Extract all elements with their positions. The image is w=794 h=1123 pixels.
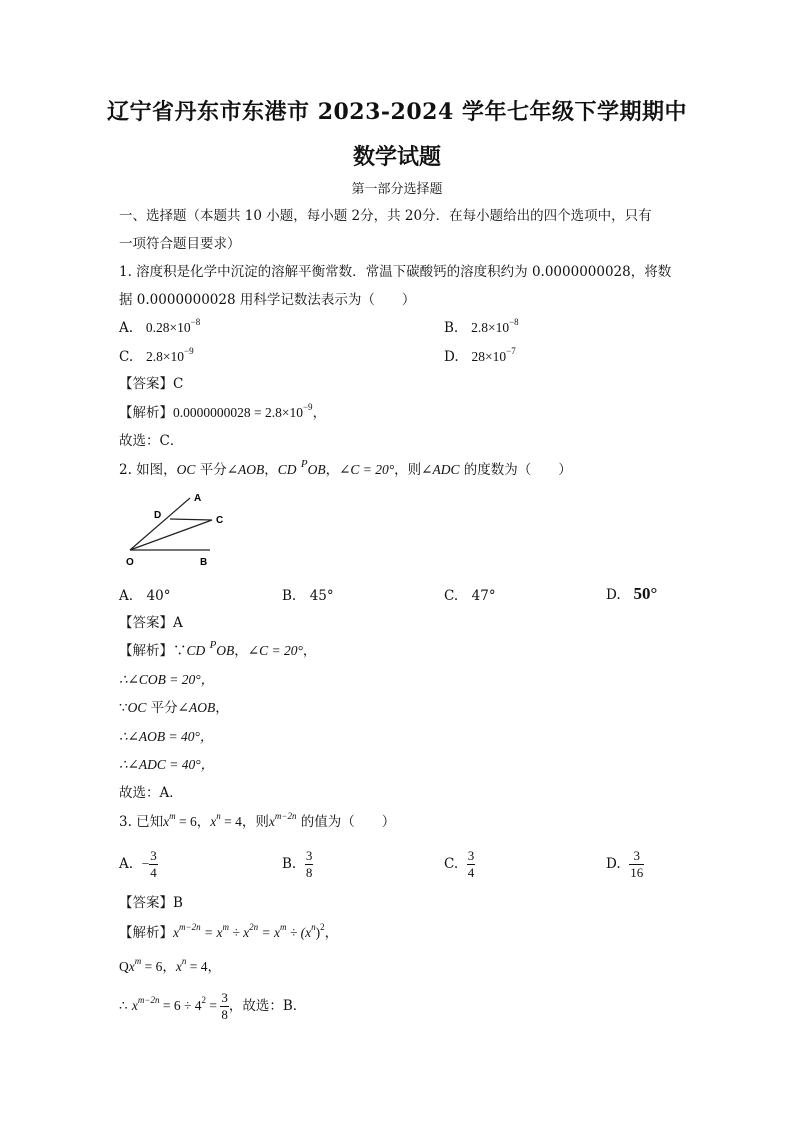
q3-option-c [444,848,475,881]
q1-answer: 【答案】C [119,376,184,392]
option-label: C. [444,856,459,872]
q2-analysis-line-2: ∴∠COB = 20°， [119,672,215,687]
option-exponent: −8 [509,317,519,327]
q1-text-line-1: 1. 溶度积是化学中沉淀的溶解平衡常数．常温下碳酸钙的溶度积约为 0.0000000028，将数 [119,264,672,280]
q1-option-b [444,318,519,338]
q1-text-line-2: 据 0.0000000028 用科学记数法表示为（ ） [119,292,416,308]
q2-analysis-line-1 [119,641,316,661]
denominator: 4 [467,865,475,880]
angle-c: ∠C = 20° [339,462,395,477]
angle-adc: ∠ADC [421,462,460,477]
q2-option-c: C. 47° [444,588,496,604]
option-exponent: −9 [184,346,194,356]
q1-option-c [119,347,194,367]
expr: = x [258,925,280,940]
fraction [629,848,644,881]
punct: ， [302,643,317,659]
exp-m: m [169,811,176,821]
punct: ， [234,643,248,659]
geometry-figure [124,490,234,570]
exponent: m−2n [137,995,160,1005]
q1-conclusion: 故选：C． [119,433,184,449]
q3-option-d [606,848,644,881]
option-label: B. [444,320,459,336]
expr: ÷ x [228,925,250,940]
exp-m-2n: m−2n [274,811,297,821]
segment-ob: OB [307,462,326,477]
var-x: x [163,814,170,829]
q3-option-a [119,848,158,881]
analysis-label: 【解析】 [119,925,173,941]
punct: ， [324,925,339,941]
label-o: O [126,557,134,568]
q3-analysis-line-2 [119,957,221,977]
numerator: 3 [305,848,313,863]
numerator: 3 [221,990,228,1005]
q3-option-b [282,848,313,881]
var-x: x [210,814,217,829]
parallel-symbol: P [209,639,217,651]
expr: = 4， [186,959,221,974]
exponent: n [311,922,316,932]
option-value: 0.28×10 [145,320,191,335]
punct: ， [215,700,229,716]
var-x: x [128,959,135,974]
page-subtitle: 数学试题 [352,144,441,170]
q2-intro: 2. 如图， [119,462,177,478]
exponent: m [222,922,229,932]
q2-analysis-line-5: ∴∠ADC = 40°， [119,757,215,772]
parallel-symbol: P [300,458,308,470]
q2-option-a: A. 40° [119,588,171,604]
expr: = [206,998,221,1013]
label-d: D [154,510,162,521]
option-label: B. [282,856,297,872]
q3-intro: 3. 已知 [119,814,164,830]
q2-analysis-line-4: ∴∠AOB = 40°， [119,729,214,744]
fraction [220,990,229,1023]
angle-c: ∠C = 20° [247,643,303,658]
var-x: x [268,814,275,829]
therefore-symbol: ∴ [119,998,132,1014]
exponent: m [279,922,287,932]
analysis-exponent: −9 [302,402,313,412]
conclusion: ，故选：B． [228,998,307,1014]
part-title: 第一部分选择题 [351,182,443,197]
q3-text [119,812,395,832]
option-value: 2.8×10 [471,320,510,335]
segment-dc [170,519,212,520]
ray-oa [130,498,190,550]
segment-ob: OB [216,643,235,658]
exponent: m−2n [179,922,201,932]
exponent: 2 [320,922,325,932]
expr: = 6， [141,959,176,974]
option-value: 2.8×10 [146,349,185,364]
option-label: A. [119,320,134,336]
denominator: 8 [221,1007,228,1022]
q2-option-d [606,584,657,605]
q3-analysis-line-3 [119,990,306,1023]
denominator: 16 [630,865,644,880]
q2-option-b: B. 45° [282,588,334,604]
ray-oc [130,520,212,550]
expr: ) [315,925,321,940]
section-intro-line-2: 一项符合题目要求） [119,236,241,252]
analysis-label: 【解析】 [119,405,173,421]
section-intro-line-1: 一、选择题（本题共 10 小题，每小题 2分，共 20分．在每小题给出的四个选项中，只有 [119,208,652,224]
var-x: x [175,959,182,974]
exponent: 2 [201,995,206,1005]
option-value: 50° [633,584,658,603]
q2-analysis-line-3 [119,698,229,718]
q1-option-d [444,347,516,367]
segment-oc: OC [176,462,196,477]
because-symbol: ∵ [119,700,128,716]
analysis-punct: ， [312,405,327,421]
bisect-word: 平分 [146,700,178,716]
punct: ， [325,462,340,478]
expr: = 6 ÷ 4 [159,998,202,1013]
minus-sign: − [141,856,150,871]
numerator: 3 [467,848,475,863]
numerator: 3 [629,848,644,865]
segment-cd: CD [186,643,206,658]
exp-n: n [216,811,221,821]
var-x: x [173,925,179,940]
option-exponent: −7 [506,346,516,356]
option-label: D. [606,587,621,603]
q2-bisect-word: 平分 [195,462,227,478]
exponent: 2n [249,922,259,932]
q3-answer: 【答案】B [119,895,183,911]
label-b: B [200,557,208,568]
expr: = x [200,925,223,940]
q2-conclusion: 故选：A． [119,785,183,801]
option-label: D. [606,856,621,872]
eq-4: = 4，则 [220,814,269,829]
var-x: x [131,998,138,1013]
exponent: m [134,956,142,966]
analysis-expression: 0.0000000028 = 2.8×10 [173,405,303,420]
eq-6: = 6， [175,814,211,829]
punct: ， [264,462,278,478]
label-a: A [194,493,202,504]
q2-answer: 【答案】A [119,615,183,631]
fraction [305,848,314,881]
q2-text [119,460,572,480]
because-symbol: Q [119,959,129,974]
angle-aob: ∠AOB [177,700,216,715]
q1-option-a [119,318,200,338]
label-c: C [216,515,224,526]
q3-analysis-line-1 [119,923,338,943]
segment-oc: OC [127,700,147,715]
option-exponent: −8 [190,317,201,327]
fraction [149,848,158,881]
option-label: A. [119,856,134,872]
expr: ÷ (x [286,925,312,940]
fraction [467,848,476,881]
angle-aob: ∠AOB [226,462,265,477]
analysis-label: 【解析】∵ [119,643,187,659]
option-label: D. [444,349,459,365]
option-label: C. [119,349,134,365]
q2-then: ，则 [394,462,422,478]
denominator: 8 [305,865,313,880]
page-title: 辽宁省丹东市东港市 2023-2024 学年七年级下学期期中 [107,99,687,125]
q3-tail: 的值为（ ） [296,814,396,830]
q2-tail: 的度数为（ ） [459,462,572,478]
q1-analysis [119,403,326,423]
denominator: 4 [150,865,157,880]
segment-cd: CD [277,462,297,477]
option-value: 28×10 [471,349,507,364]
exponent: n [181,956,187,966]
numerator: 3 [150,848,157,863]
